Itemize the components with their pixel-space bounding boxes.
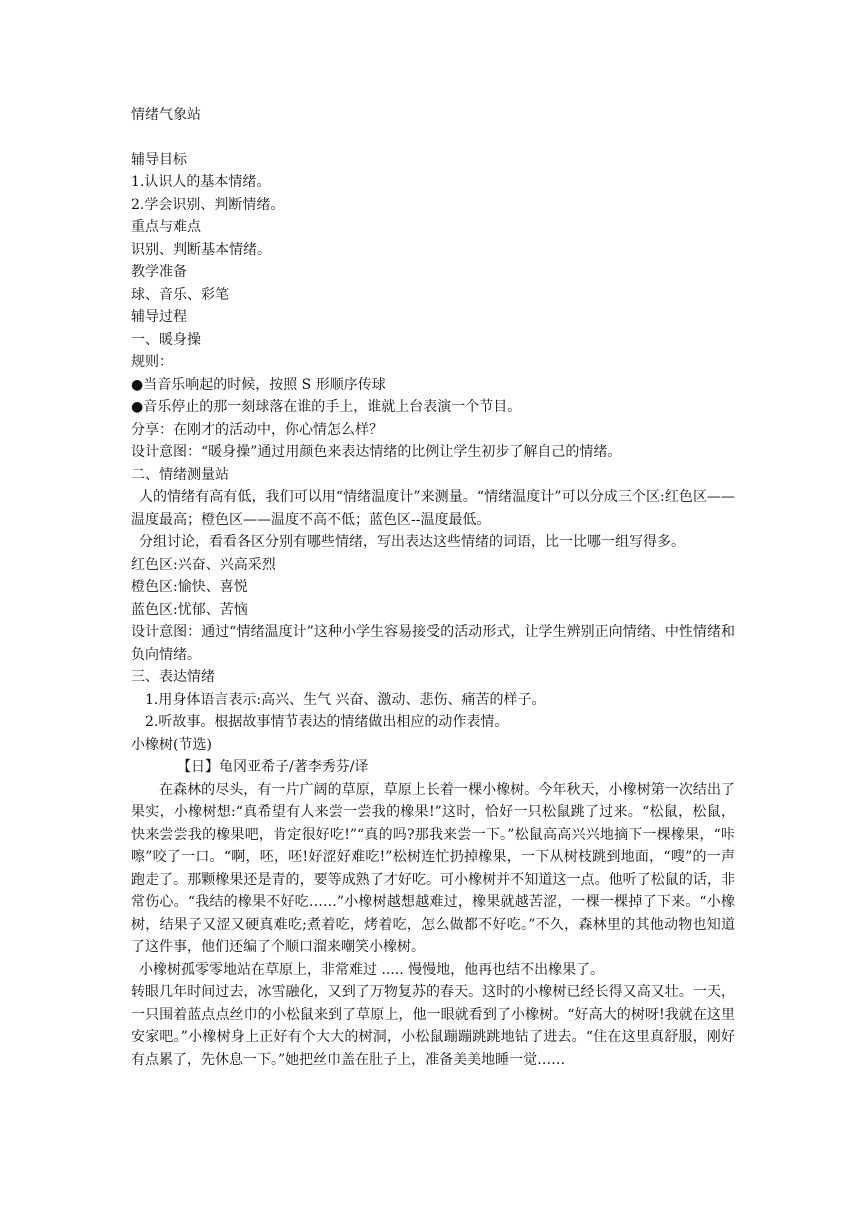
goal-heading: 辅导目标 — [131, 151, 187, 168]
document-title: 情绪气象站 — [131, 107, 201, 123]
key-points-heading: 重点与难点 — [131, 219, 201, 235]
story-paragraph-1: 在森林的尽头，有一片广阔的草原，草原上长着一棵小橡树。今年秋天，小橡树第一次结出了果实，小橡树想:“真希望有人来尝一尝我的橡果!”这时，恰好一只松鼠跳了过来。“松鼠，松鼠，快来尝尝我的橡果吧，肯定很好吃!”“真的吗?那我来尝一下。”松鼠高高兴兴地摘下一棵橡果，“咔嚓”咬了一口。“啊，呸，呸!好涩好难吃!”松树连忙扔掉橡果，一下从树枝跳到地面，“嗖”的一声跑走了。那颗橡果还是青的，要等成熟了才好吃。可小橡树并不知道这一点。他听了松鼠的话，非常伤心。“我结的橡果不好吃……”小橡树越想越难过，橡果就越苦涩，一棵一棵掉了下来。“小橡树，结果子又涩又硬真难吃;煮着吃，烤着吃，怎么做都不好吃。”不久，森林里的其他动物也知道了这件事，他们还编了个顺口溜来嘲笑小橡树。 — [131, 781, 735, 955]
process-heading: 辅导过程 — [131, 309, 187, 325]
key-points-text: 识别、判断基本情绪。 — [131, 241, 271, 258]
design-intent-2: 设计意图：通过“情绪温度计”这种小学生容易接受的活动形式，让学生辨别正向情绪、中性情绪和负向情绪。 — [131, 624, 735, 663]
story-paragraph-3: 转眼几年时间过去，冰雪融化，又到了万物复苏的春天。这时的小橡树已经长得又高又壮。一天，一只围着蓝点点丝巾的小松鼠来到了草原上，他一眼就看到了小橡树。“好高大的树呀!我就在这里安家吧。”小橡树身上正好有个大大的树洞，小松鼠蹦蹦跳跳地钻了进去。“住在这里真舒服，刚好有点累了，先休息一下。”她把丝巾盖在肚子上，准备美美地睡一觉…… — [131, 984, 735, 1068]
orange-zone-text: 橙色区:愉快、喜悦 — [131, 579, 248, 595]
rule-item-2: ●音乐停止的那一刻球落在谁的手上，谁就上台表演一个节目。 — [131, 399, 522, 415]
story-paragraph-2: 小橡树孤零零地站在草原上，非常难过 ..... 慢慢地，他再也结不出橡果了。 — [139, 961, 605, 978]
document-page — [131, 104, 735, 1071]
blue-zone-text: 蓝色区:忧郁、苦恼 — [131, 601, 248, 618]
section-3-item-1: 1.用身体语言表示:高兴、生气 兴奋、激动、悲伤、痛苦的样子。 — [145, 691, 546, 708]
section-3-item-2: 2.听故事。根据故事情节表达的情绪做出相应的动作表情。 — [145, 714, 509, 730]
share-question: 分享：在刚才的活动中，你心情怎么样？ — [131, 421, 383, 438]
design-intent-1: 设计意图：“暖身操”通过用颜色来表达情绪的比例让学生初步了解自己的情绪。 — [131, 444, 622, 460]
section-1-heading: 一、暖身操 — [131, 331, 201, 348]
story-author: 【日】龟冈亚希子/著李秀芬/译 — [177, 759, 369, 775]
section-2-paragraph-2: 分组讨论，看看各区分别有哪些情绪，写出表达这些情绪的词语，比一比哪一组写得多。 — [139, 534, 685, 550]
red-zone-text: 红色区:兴奋、兴高采烈 — [131, 556, 276, 573]
preparation-heading: 教学准备 — [131, 264, 187, 280]
section-2-heading: 二、情绪测量站 — [131, 466, 229, 483]
section-3-heading: 三、表达情绪 — [131, 669, 215, 685]
goal-item-1: 1.认识人的基本情绪。 — [131, 174, 271, 190]
preparation-text: 球、音乐、彩笔 — [131, 286, 229, 303]
section-2-paragraph-1: 人的情绪有高有低，我们可以用“情绪温度计”来测量。“情绪温度计”可以分成三个区:红色区——温度最高；橙色区——温度不高不低；蓝色区--温度最低。 — [131, 489, 735, 528]
story-title: 小橡树(节选) — [131, 736, 212, 753]
goal-item-2: 2.学会识别、判断情绪。 — [131, 196, 285, 213]
rule-item-1: ●当音乐响起的时候，按照 S 形顺序传球 — [131, 376, 386, 393]
rules-label: 规则： — [131, 354, 173, 370]
